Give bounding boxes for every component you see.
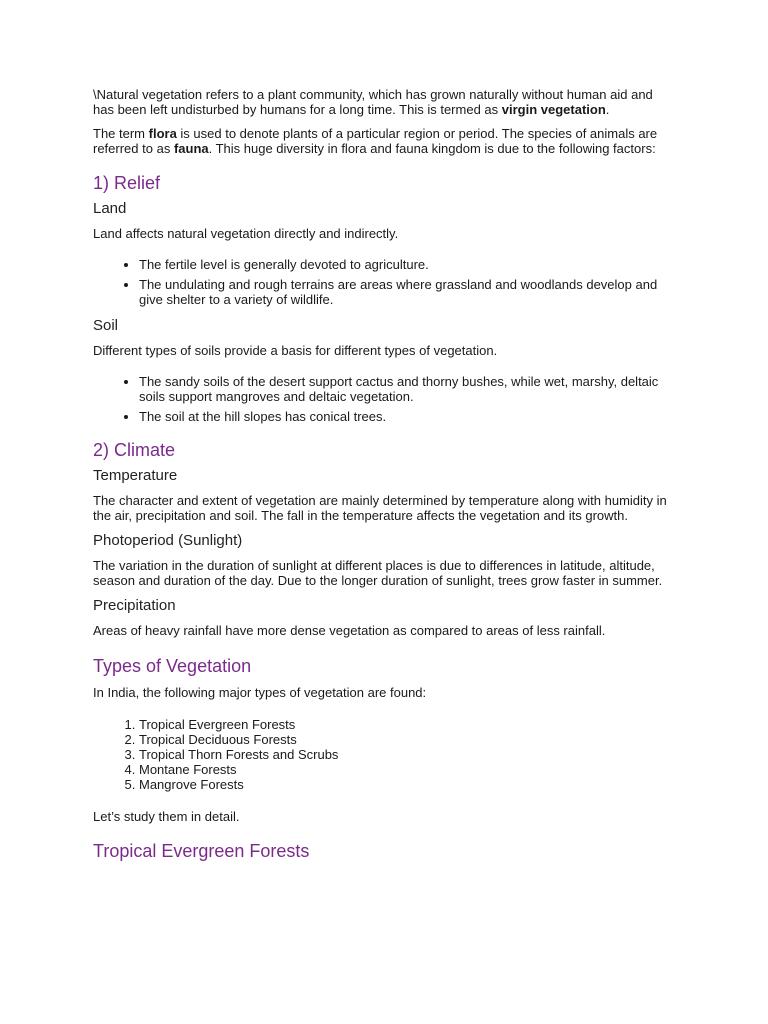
list-item: • The fertile level is generally devoted to agriculture.: [139, 257, 675, 272]
types-outro: Let’s study them in detail.: [93, 809, 240, 824]
soil-text: Different types of soils provide a basis for different types of vegetation.: [93, 343, 498, 358]
climate-heading: 2) Climate: [93, 440, 176, 460]
flora-term: flora: [148, 126, 177, 141]
fauna-term: fauna: [173, 141, 209, 156]
intro-paragraph-2: [93, 126, 675, 156]
types-heading: Types of Vegetation: [93, 656, 252, 676]
temperature-heading: Temperature: [93, 467, 178, 484]
relief-heading: 1) Relief: [93, 173, 161, 193]
photoperiod-text: The variation in the duration of sunlight at different places is due to differences in latitude, altitude, season and duration of the day. Due to the longer duration of sunlight, trees grow faster in summer.: [93, 558, 663, 588]
list-item: • The sandy soils of the desert support cactus and thorny bushes, while wet, marshy, deltaic soils support mangroves and deltaic vegetation.: [139, 374, 675, 404]
types-intro: In India, the following major types of vegetation are found:: [93, 685, 427, 700]
list-item: • The undulating and rough terrains are areas where grassland and woodlands develop and give shelter to a variety of wildlife.: [139, 277, 675, 307]
land-heading: Land: [93, 200, 127, 217]
list-item: 3. Tropical Thorn Forests and Scrubs: [139, 747, 675, 762]
types-list: [93, 717, 675, 792]
intro-p1-text: \Natural vegetation refers to a plant community, which has grown naturally without human aid and has been left undisturbed by humans for a long time. This is termed as: [93, 87, 653, 117]
temperature-text: The character and extent of vegetation are mainly determined by temperature along with humidity in the air, precipitation and soil. The fall in the temperature affects the vegetation and its growth.: [93, 493, 667, 523]
virgin-vegetation-term: virgin vegetation: [501, 102, 606, 117]
precipitation-text: Areas of heavy rainfall have more dense vegetation as compared to areas of less rainfall.: [93, 623, 606, 638]
intro-p2-c: . This huge diversity in flora and fauna kingdom is due to the following factors:: [208, 141, 656, 156]
intro-paragraph-1: [93, 87, 675, 117]
list-item: 4. Montane Forests: [139, 762, 675, 777]
intro-p1-end: .: [605, 102, 610, 117]
land-text: Land affects natural vegetation directly and indirectly.: [93, 226, 399, 241]
intro-p2-a: The term: [93, 126, 149, 141]
list-item: 5. Mangrove Forests: [139, 777, 675, 792]
list-item: 2. Tropical Deciduous Forests: [139, 732, 675, 747]
list-item: • The soil at the hill slopes has conical trees.: [139, 409, 675, 424]
intro-p2-b: is used to denote plants of a particular region or period. The species of animals are referred to as: [93, 126, 658, 156]
list-item: 1. Tropical Evergreen Forests: [139, 717, 675, 732]
soil-list: [93, 374, 675, 424]
precipitation-heading: Precipitation: [93, 597, 176, 614]
evergreen-heading: Tropical Evergreen Forests: [93, 841, 310, 861]
soil-heading: Soil: [93, 317, 119, 334]
land-list: [93, 257, 675, 307]
photoperiod-heading: Photoperiod (Sunlight): [93, 532, 243, 549]
